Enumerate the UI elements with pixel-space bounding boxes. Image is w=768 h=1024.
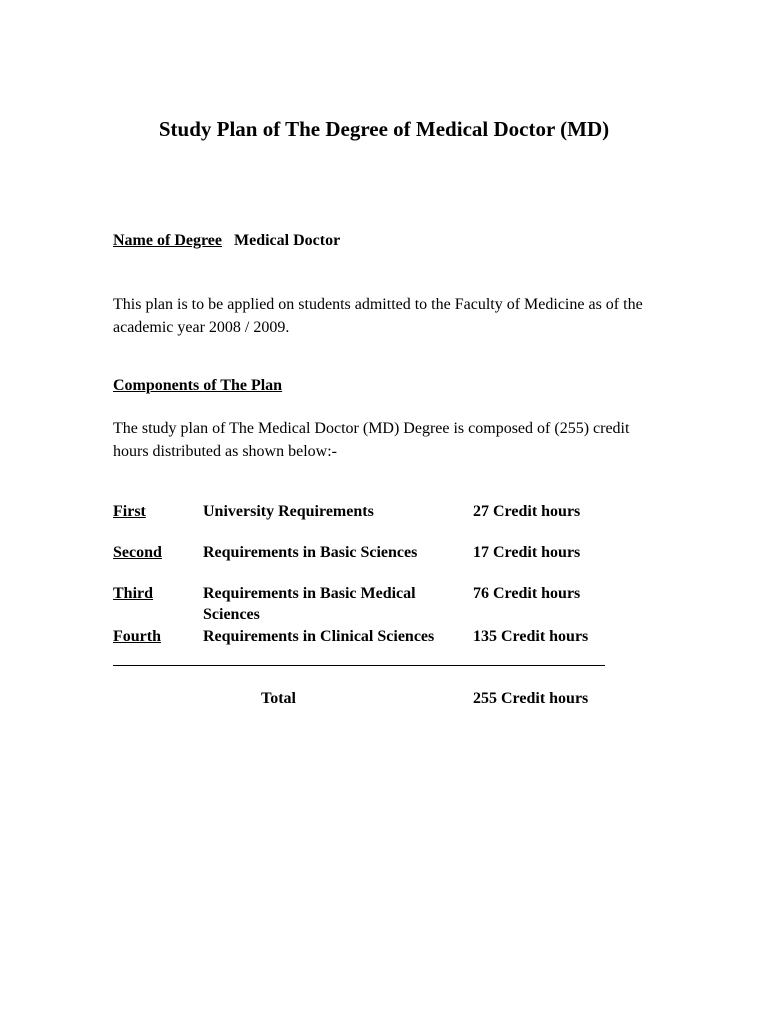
requirement-ordinal: Second [113,544,162,561]
requirement-name: University Requirements [203,503,374,520]
total-divider [113,665,605,666]
page-title: Study Plan of The Degree of Medical Doctor (MD) [158,117,610,141]
requirement-ordinal: First [113,503,146,520]
requirement-hours: 135 Credit hours [473,628,589,645]
total-hours: 255 Credit hours [473,690,589,707]
requirement-hours: 76 Credit hours [473,585,581,602]
degree-label: Name of Degree [113,232,222,249]
intro-paragraph: This plan is to be applied on students admitted to the Faculty of Medicine as of the academic year 2008 / 2009. [113,296,643,336]
components-paragraph: The study plan of The Medical Doctor (MD) Degree is composed of (255) credit hours distributed as shown below:- [113,420,630,460]
requirement-name: Requirements in Basic Sciences [203,544,418,561]
requirement-hours: 27 Credit hours [473,503,581,520]
requirement-name: Requirements in Basic Medical Sciences [203,585,416,623]
requirement-hours: 17 Credit hours [473,544,581,561]
degree-line [113,231,340,251]
requirement-name: Requirements in Clinical Sciences [203,628,435,645]
requirement-ordinal: Third [113,585,154,602]
degree-value: Medical Doctor [233,232,341,249]
total-label: Total [261,690,296,707]
components-heading: Components of The Plan [113,377,283,394]
requirement-ordinal: Fourth [113,628,161,645]
